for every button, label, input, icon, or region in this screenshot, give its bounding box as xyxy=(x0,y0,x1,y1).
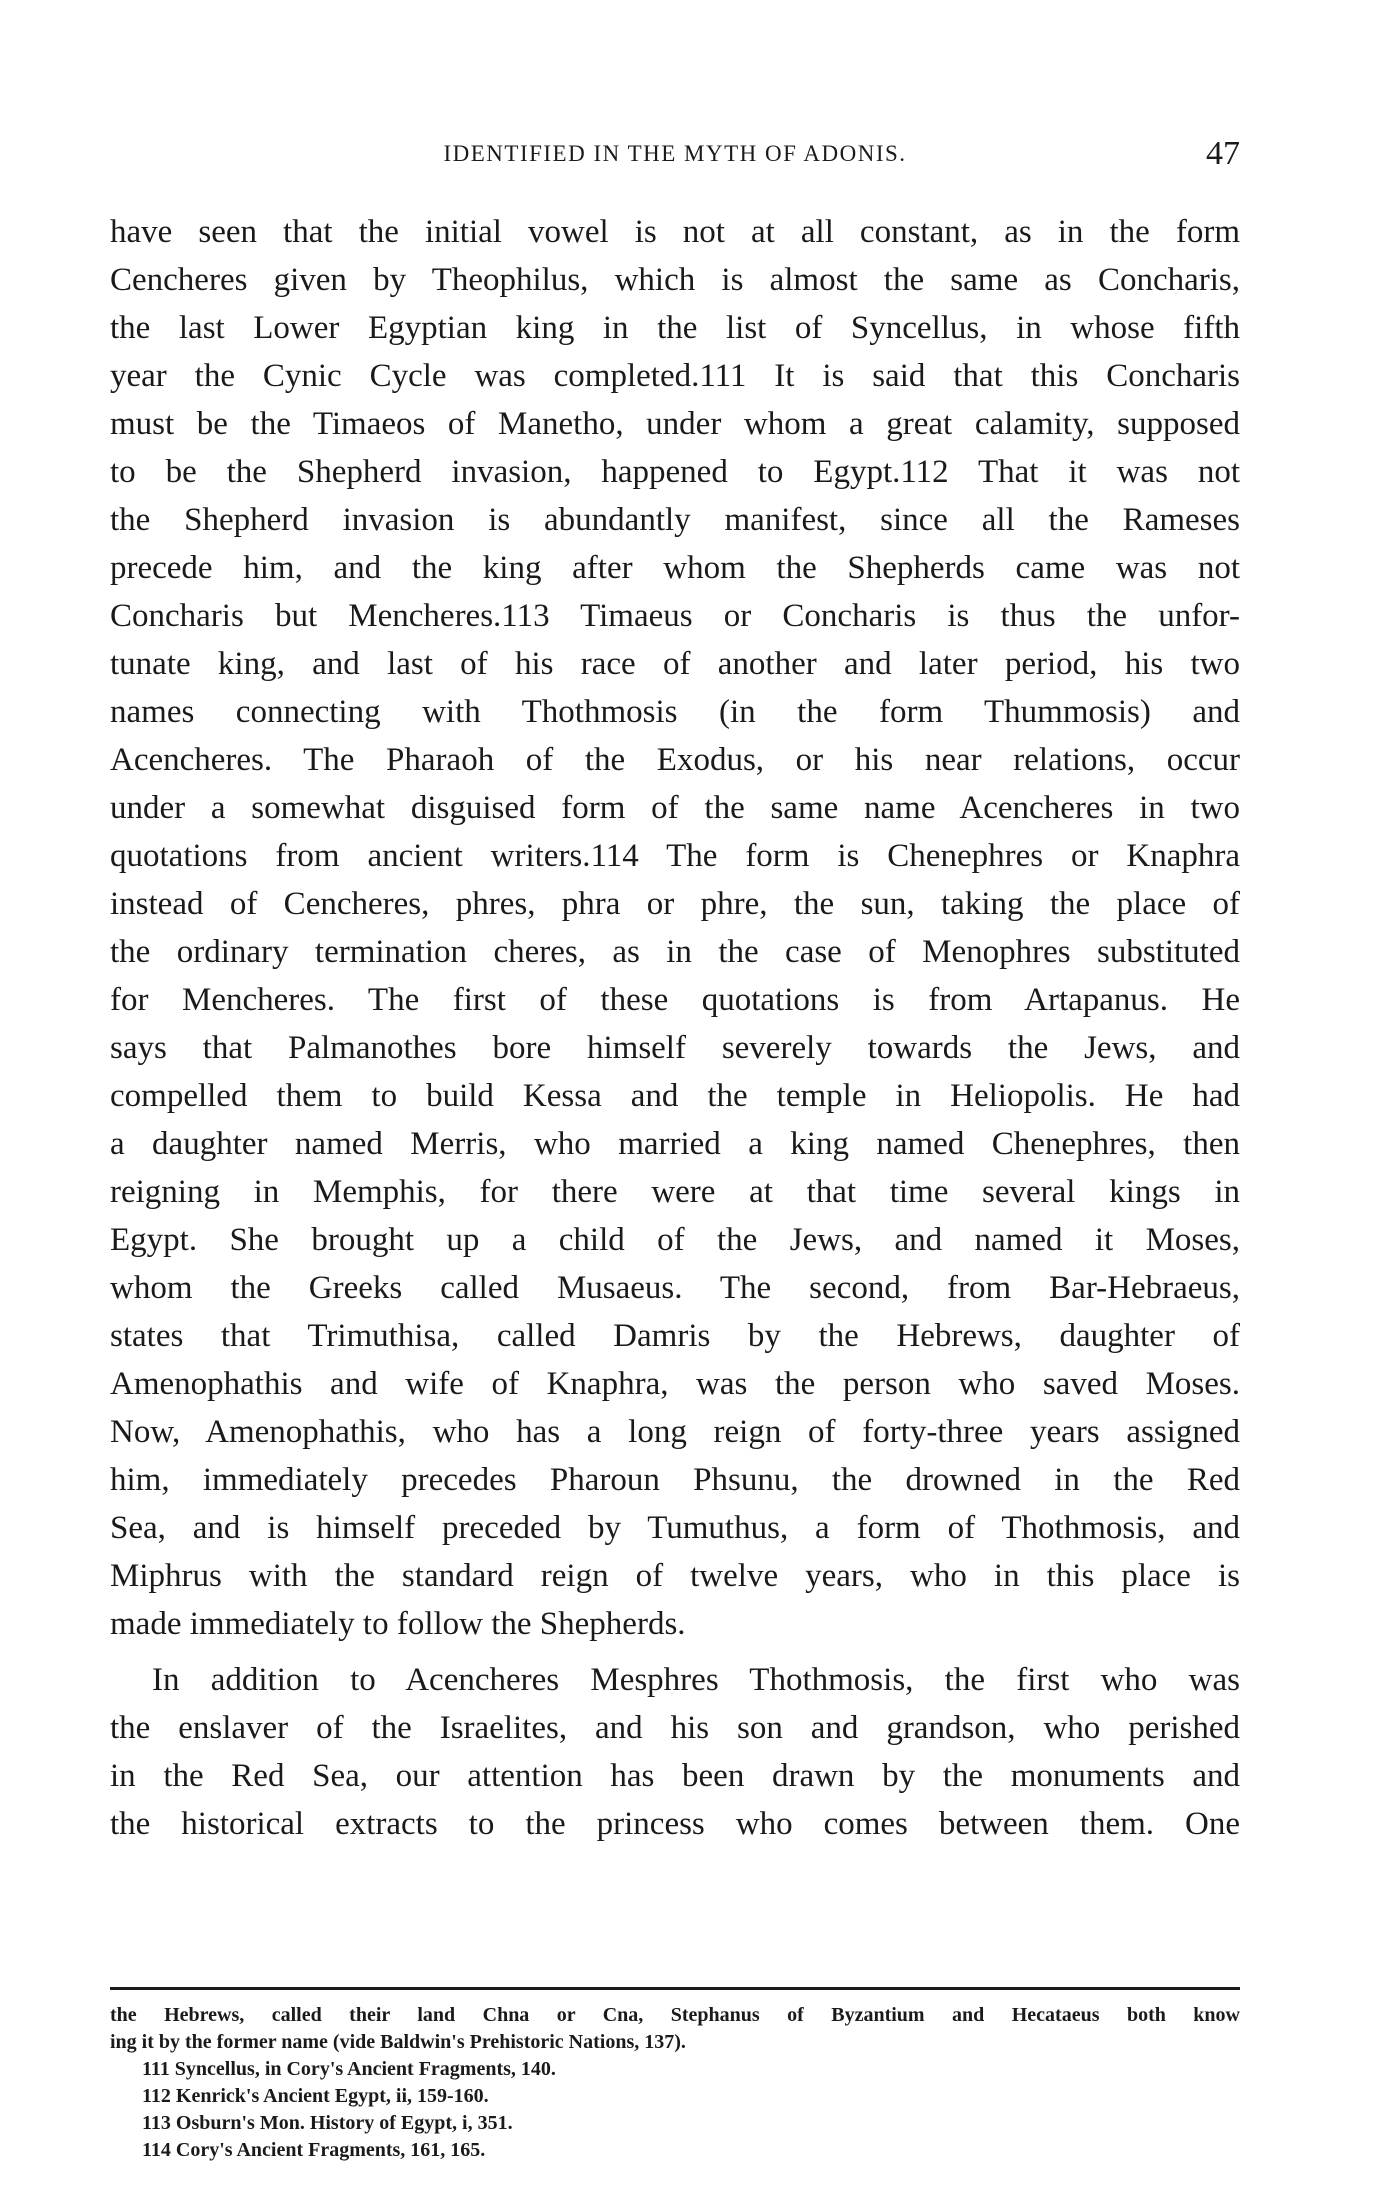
body-line: instead of Cencheres, phres, phra or phre, the sun, taking the place of xyxy=(110,886,1240,922)
body-line: a daughter named Merris, who married a king named Chenephres, then xyxy=(110,1126,1240,1162)
body-text xyxy=(110,208,1240,1848)
body-line: whom the Greeks called Musaeus. The second, from Bar-Hebraeus, xyxy=(110,1270,1240,1306)
body-line: Miphrus with the standard reign of twelve years, who in this place is xyxy=(110,1558,1240,1594)
body-line: the Shepherd invasion is abundantly manifest, since all the Rameses xyxy=(110,502,1240,538)
body-line: Cencheres given by Theophilus, which is almost the same as Concharis, xyxy=(110,262,1240,298)
body-line: Sea, and is himself preceded by Tumuthus, a form of Thothmosis, and xyxy=(110,1510,1240,1546)
body-line: Egypt. She brought up a child of the Jews, and named it Moses, xyxy=(110,1222,1240,1258)
body-line: Concharis but Mencheres.113 Timaeus or Concharis is thus the unfor- xyxy=(110,598,1240,634)
body-line: him, immediately precedes Pharoun Phsunu, the drowned in the Red xyxy=(110,1462,1240,1498)
body-line: to be the Shepherd invasion, happened to Egypt.112 That it was not xyxy=(110,454,1240,490)
body-line: in the Red Sea, our attention has been drawn by the monuments and xyxy=(110,1758,1240,1794)
page-number: 47 xyxy=(1206,135,1240,172)
body-line: Acencheres. The Pharaoh of the Exodus, or his near relations, occur xyxy=(110,742,1240,778)
body-line: have seen that the initial vowel is not at all constant, as in the form xyxy=(110,214,1240,250)
body-line: the historical extracts to the princess who comes between them. One xyxy=(110,1806,1240,1842)
body-line: In addition to Acencheres Mesphres Thothmosis, the first who was xyxy=(152,1662,1240,1698)
body-line: Now, Amenophathis, who has a long reign of forty-three years assigned xyxy=(110,1414,1240,1450)
footnote-111: 111 Syncellus, in Cory's Ancient Fragments, 140. xyxy=(142,2058,556,2080)
footnote-rule xyxy=(110,1987,1240,1990)
body-line: reigning in Memphis, for there were at that time several kings in xyxy=(110,1174,1240,1210)
body-line: the ordinary termination cheres, as in the case of Menophres substituted xyxy=(110,934,1240,970)
body-line: quotations from ancient writers.114 The form is Chenephres or Knaphra xyxy=(110,838,1240,874)
body-line: made immediately to follow the Shepherds. xyxy=(110,1606,686,1642)
body-line: the last Lower Egyptian king in the list of Syncellus, in whose fifth xyxy=(110,310,1240,346)
footnote-114: 114 Cory's Ancient Fragments, 161, 165. xyxy=(142,2139,486,2161)
body-line: Amenophathis and wife of Knaphra, was the person who saved Moses. xyxy=(110,1366,1240,1402)
body-line: names connecting with Thothmosis (in the form Thummosis) and xyxy=(110,694,1240,730)
body-line: states that Trimuthisa, called Damris by the Hebrews, daughter of xyxy=(110,1318,1240,1354)
body-line: the enslaver of the Israelites, and his son and grandson, who perished xyxy=(110,1710,1240,1746)
footnotes xyxy=(110,2002,1240,2164)
running-title: IDENTIFIED IN THE MYTH OF ADONIS. xyxy=(443,141,907,166)
body-line: under a somewhat disguised form of the same name Acencheres in two xyxy=(110,790,1240,826)
footnote-113: 113 Osburn's Mon. History of Egypt, i, 351. xyxy=(142,2112,513,2134)
body-line: compelled them to build Kessa and the temple in Heliopolis. He had xyxy=(110,1078,1240,1114)
body-line: says that Palmanothes bore himself severely towards the Jews, and xyxy=(110,1030,1240,1066)
body-line: must be the Timaeos of Manetho, under whom a great calamity, supposed xyxy=(110,406,1240,442)
footnote-112: 112 Kenrick's Ancient Egypt, ii, 159-160. xyxy=(142,2085,489,2107)
body-line: precede him, and the king after whom the Shepherds came was not xyxy=(110,550,1240,586)
body-line: tunate king, and last of his race of another and later period, his two xyxy=(110,646,1240,682)
footnote-line: the Hebrews, called their land Chna or Cna, Stephanus of Byzantium and Hecataeus both know xyxy=(110,2004,1240,2026)
body-line: year the Cynic Cycle was completed.111 It is said that this Concharis xyxy=(110,358,1240,394)
footnote-line: ing it by the former name (vide Baldwin's Prehistoric Nations, 137). xyxy=(110,2031,686,2053)
running-head xyxy=(110,135,1240,179)
body-line: for Mencheres. The first of these quotations is from Artapanus. He xyxy=(110,982,1240,1018)
